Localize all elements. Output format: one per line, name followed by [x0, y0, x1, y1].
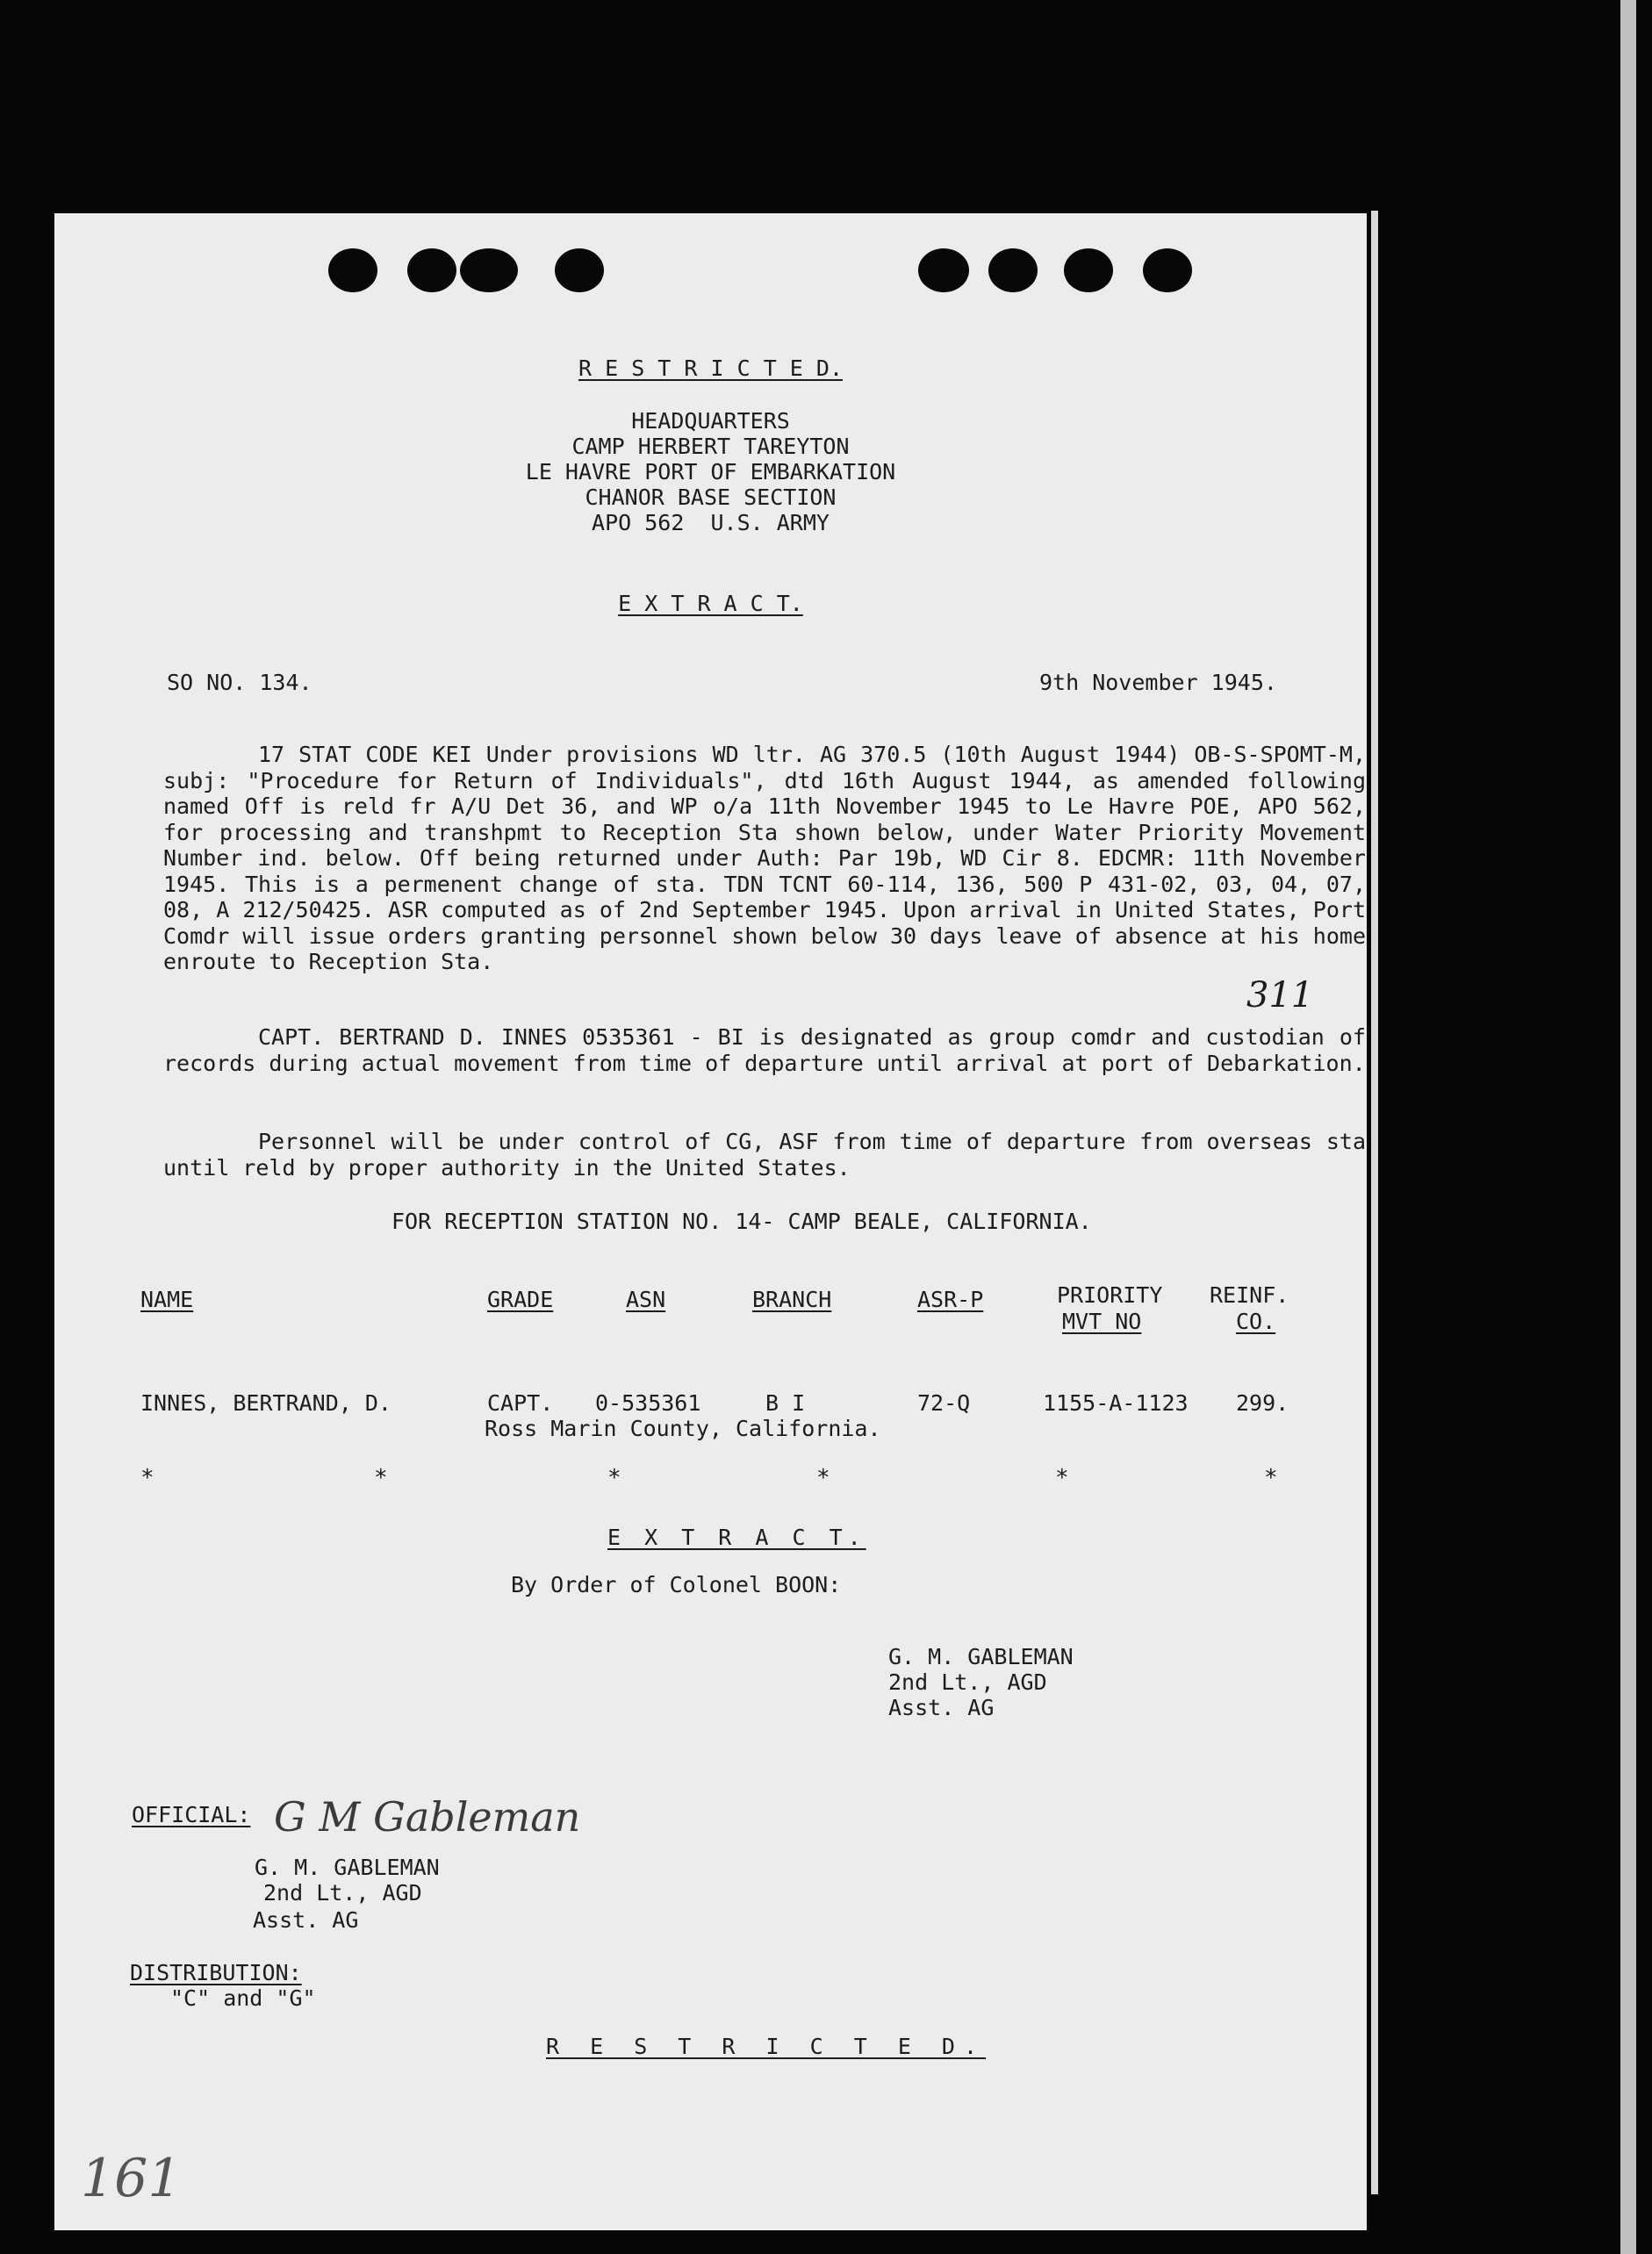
- punch-hole: [988, 248, 1038, 292]
- by-order-line: By Order of Colonel BOON:: [511, 1572, 842, 1597]
- header-branch: BRANCH: [752, 1287, 832, 1312]
- headquarters-line: APO 562 U.S. ARMY: [592, 510, 830, 535]
- punch-hole: [555, 248, 604, 292]
- omission-asterisk: *: [816, 1465, 830, 1491]
- omission-asterisk: *: [607, 1465, 621, 1491]
- row-name: INNES, BERTRAND, D.: [140, 1390, 391, 1416]
- official-name: G. M. GABLEMAN: [255, 1855, 440, 1880]
- header-name: NAME: [140, 1287, 194, 1312]
- headquarters-line: HEADQUARTERS: [631, 408, 790, 434]
- reception-station-line: FOR RECEPTION STATION NO. 14- CAMP BEALE, CALIFORNIA.: [391, 1209, 1092, 1234]
- header-grade: GRADE: [487, 1287, 554, 1312]
- row-grade: CAPT.: [487, 1390, 554, 1416]
- punch-hole: [460, 248, 518, 292]
- omission-asterisk: *: [1264, 1465, 1278, 1491]
- official-title: Asst. AG: [253, 1907, 359, 1933]
- row-asn: 0-535361: [595, 1390, 701, 1416]
- header-asr: ASR-P: [917, 1287, 984, 1312]
- distribution-value: "C" and "G": [170, 1985, 316, 2011]
- omission-asterisk: *: [374, 1465, 388, 1491]
- header-asn: ASN: [626, 1287, 666, 1312]
- signature-rank: 2nd Lt., AGD: [888, 1669, 1047, 1695]
- punch-hole: [328, 248, 377, 292]
- restricted-footer: R E S T R I C T E D.: [546, 2034, 987, 2059]
- order-paragraph-3: Personnel will be under control of CG, ASF from time of departure from overseas sta until reld by proper authority in the United States.: [163, 1129, 1366, 1181]
- header-mvt-no: MVT NO: [1062, 1309, 1142, 1334]
- punch-hole: [1143, 248, 1192, 292]
- headquarters-line: CHANOR BASE SECTION: [585, 485, 837, 510]
- document-page: [54, 213, 1367, 2230]
- row-reinf: 299.: [1236, 1390, 1289, 1416]
- signature-title: Asst. AG: [888, 1695, 995, 1720]
- margin-number: 311: [1246, 975, 1314, 1016]
- extract-footer-heading: E X T R A C T.: [607, 1525, 866, 1550]
- omission-asterisk: *: [1055, 1465, 1069, 1491]
- headquarters-line: LE HAVRE PORT OF EMBARKATION: [525, 459, 896, 485]
- header-priority: PRIORITY: [1057, 1282, 1163, 1308]
- header-reinf: REINF.: [1210, 1282, 1289, 1308]
- film-border: [1620, 0, 1636, 2254]
- row-address: Ross Marin County, California.: [485, 1416, 881, 1441]
- order-date: 9th November 1945.: [1039, 670, 1277, 695]
- extract-heading: E X T R A C T.: [618, 591, 803, 616]
- omission-asterisk: *: [140, 1465, 154, 1491]
- handwritten-page-number: 161: [81, 2148, 182, 2209]
- row-branch: B I: [765, 1390, 806, 1416]
- distribution-label: DISTRIBUTION:: [130, 1960, 302, 1985]
- official-rank: 2nd Lt., AGD: [263, 1880, 422, 1906]
- order-paragraph-2: CAPT. BERTRAND D. INNES 0535361 - BI is designated as group comdr and custodian of records during actual movement from time of departure until arrival at port of Debarkation.: [163, 1024, 1366, 1076]
- official-label: OFFICIAL:: [132, 1802, 251, 1827]
- special-order-number: SO NO. 134.: [167, 670, 312, 695]
- signature-name: G. M. GABLEMAN: [888, 1644, 1074, 1669]
- headquarters-line: CAMP HERBERT TAREYTON: [571, 434, 850, 459]
- film-edge-strip: [1371, 211, 1378, 2194]
- punch-hole: [407, 248, 456, 292]
- punch-hole: [918, 248, 969, 292]
- handwritten-signature: G M Gableman: [274, 1793, 581, 1841]
- header-co: CO.: [1236, 1309, 1276, 1334]
- order-paragraph-1: 17 STAT CODE KEI Under provisions WD ltr. AG 370.5 (10th August 1944) OB-S-SPOMT-M, subj: "Procedure for Return of Individuals", dtd 16th August 1944, as amended following named Off is reld fr A/U Det 36, and WP o/a 11th November 1945 to Le Havre POE, APO 562, for processing and transhpmt to Reception Sta shown below, under Water Priority Movement Number ind. below. Off being returned under Auth: Par 19b, WD Cir 8. EDCMR: 11th November 1945. This is a permenent change of sta. TDN TCNT 60-114, 136, 500 P 431-02, 03, 04, 07, 08, A 212/50425. ASR computed as of 2nd September 1945. Upon arrival in United States, Port Comdr will issue orders granting personnel shown below 30 days leave of absence at his home enroute to Reception Sta.: [163, 742, 1366, 974]
- restricted-header: R E S T R I C T E D.: [578, 355, 844, 381]
- row-asr: 72-Q: [917, 1390, 971, 1416]
- punch-hole: [1064, 248, 1113, 292]
- row-priority: 1155-A-1123: [1043, 1390, 1189, 1416]
